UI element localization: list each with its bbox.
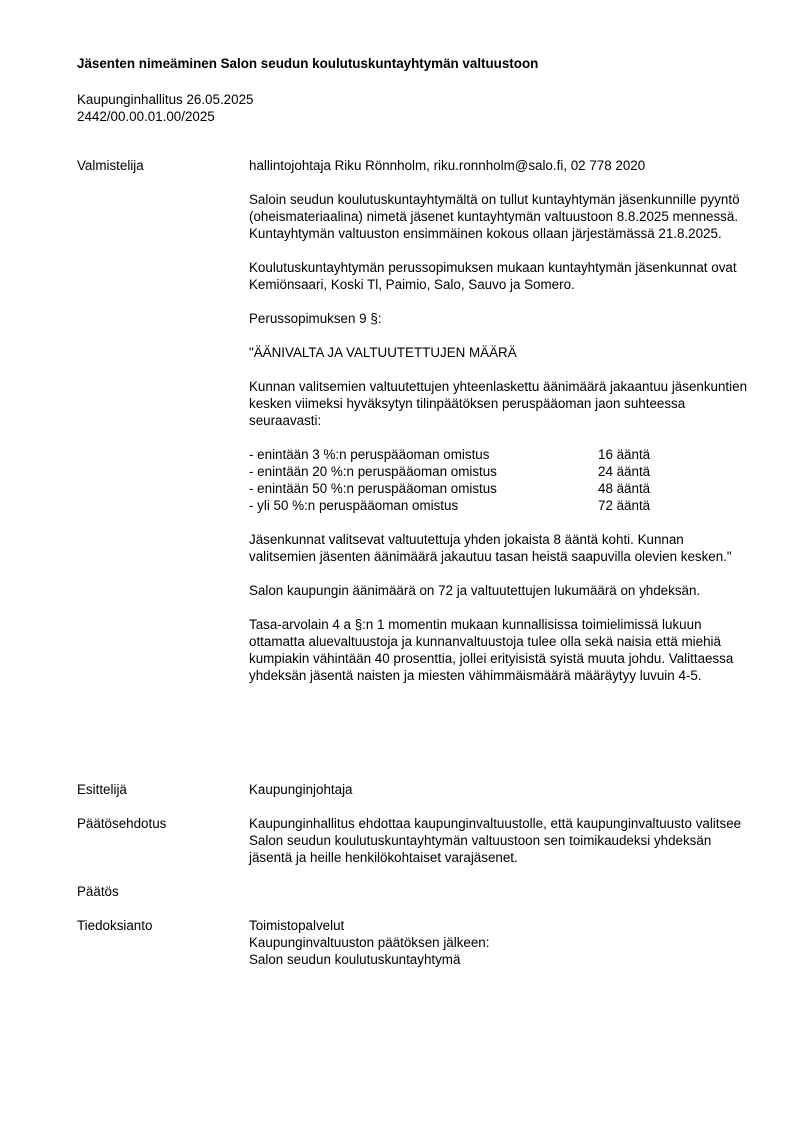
vote-item: - yli 50 %:n peruspääoman omistus (249, 498, 459, 513)
proposal-value: Kaupunginhallitus ehdottaa kaupunginvaltuustolle, että kaupunginvaltuusto valitsee Salon seudun koulutuskuntayhtymän valtuustoon sen toimikaudeksi yhdeksän jäsentä ja heille henkilökohtaiset varajäsenet. (249, 816, 742, 865)
vote-value: 48 ääntä (598, 481, 651, 496)
presenter-value: Kaupunginjohtaja (249, 782, 353, 797)
vote-row (249, 497, 749, 514)
presenter-label: Esittelijä (77, 782, 127, 797)
paragraph-equality: Tasa-arvolain 4 a §:n 1 momentin mukaan kunnallisissa toimielimissä lukuun ottamatta aluevaltuustoja ja kunnanvaltuustoja tulee olla sekä naisia että miehiä kumpiakin vähintään 40 prosenttia, jollei erityisistä syistä muuta johdu. Valittaessa yhdeksän jäsentä naisten ja miesten vähimmäismäärä määräytyy luvuin 4-5. (249, 617, 734, 683)
paragraph-salo-votes: Salon kaupungin äänimäärä on 72 ja valtuutettujen lukumäärä on yhdeksän. (249, 583, 701, 598)
proposal-label: Päätösehdotus (77, 816, 167, 831)
vote-row (249, 463, 749, 480)
notification-line: Toimistopalvelut (249, 918, 345, 933)
vote-item: - enintään 20 %:n peruspääoman omistus (249, 464, 497, 479)
preparer-content (249, 157, 749, 684)
vote-item: - enintään 50 %:n peruspääoman omistus (249, 481, 497, 496)
vote-list (249, 446, 749, 514)
paragraph-section-ref: Perussopimuksen 9 §: (249, 311, 382, 326)
notification-line: Kaupunginvaltuuston päätöksen jälkeen: (249, 935, 490, 950)
paragraph-members: Koulutuskuntayhtymän perussopimuksen mukaan kuntayhtymän jäsenkunnat ovat Kemiönsaari, Koski Tl, Paimio, Salo, Sauvo ja Somero. (249, 260, 737, 292)
notification-line: Salon seudun koulutuskuntayhtymä (249, 952, 461, 967)
preparer-name: hallintojohtaja Riku Rönnholm, riku.ronnholm@salo.fi, 02 778 2020 (249, 158, 646, 173)
vote-value: 16 ääntä (598, 447, 651, 462)
decision-label: Päätös (77, 884, 119, 899)
meeting-name: Kaupunginhallitus 26.05.2025 (77, 92, 254, 107)
paragraph-delegates: Jäsenkunnat valitsevat valtuutettuja yhden jokaista 8 ääntä kohti. Kunnan valitsemien jäsenten äänimäärä jakautuu tasan heistä saapuvilla olevien kesken." (249, 532, 732, 564)
preparer-label: Valmistelija (77, 158, 144, 173)
paragraph-request: Saloin seudun koulutuskuntayhtymältä on tullut kuntayhtymän jäsenkunnille pyyntö (oheismateriaalina) nimetä jäsenet kuntayhtymän valtuustoon 8.8.2025 mennessä. Kuntayhtymän valtuuston ensimmäinen kokous ollaan järjestämässä 21.8.2025. (249, 192, 740, 241)
notification-content (249, 917, 749, 968)
vote-value: 24 ääntä (598, 464, 651, 479)
meeting-info (77, 91, 253, 125)
vote-row (249, 446, 749, 463)
vote-item: - enintään 3 %:n peruspääoman omistus (249, 447, 490, 462)
record-number: 2442/00.00.01.00/2025 (77, 109, 215, 124)
document-title: Jäsenten nimeäminen Salon seudun koulutuskuntayhtymän valtuustoon (77, 56, 539, 71)
paragraph-heading: "ÄÄNIVALTA JA VALTUUTETTUJEN MÄÄRÄ (249, 345, 517, 360)
notification-label: Tiedoksianto (77, 918, 153, 933)
vote-row (249, 480, 749, 497)
vote-value: 72 ääntä (598, 498, 651, 513)
paragraph-distribution: Kunnan valitsemien valtuutettujen yhteenlaskettu äänimäärä jakaantuu jäsenkuntien kesken viimeksi hyväksytyn tilinpäätöksen peruspääoman jaon suhteessa seuraavasti: (249, 379, 748, 428)
